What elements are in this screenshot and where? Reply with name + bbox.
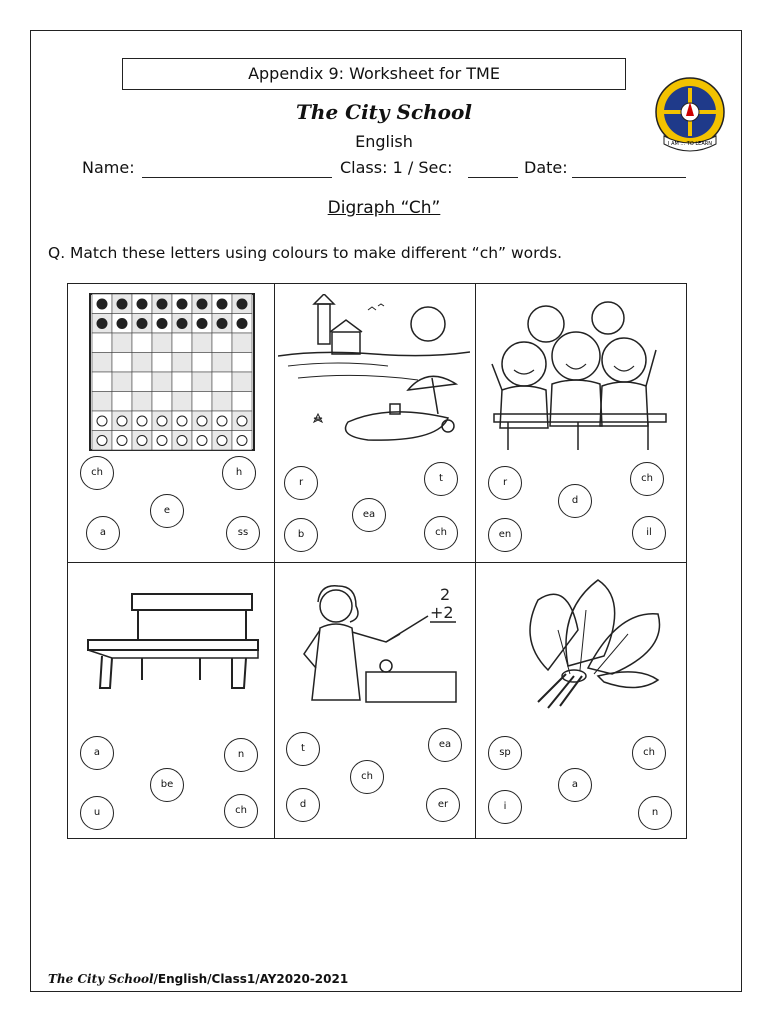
letter-bubble[interactable]: d bbox=[286, 788, 320, 822]
letter-bubble[interactable]: a bbox=[80, 736, 114, 770]
letter-bubble[interactable]: il bbox=[632, 516, 666, 550]
school-name: The City School bbox=[296, 100, 472, 124]
grid-divider bbox=[68, 562, 686, 563]
subject-title: English bbox=[355, 132, 413, 151]
letter-bubble[interactable]: h bbox=[222, 456, 256, 490]
letter-bubble[interactable]: e bbox=[150, 494, 184, 528]
logo-motto: I AM ... TO LEARN bbox=[668, 141, 712, 147]
letter-bubble[interactable]: ch bbox=[350, 760, 384, 794]
letter-bubble[interactable]: t bbox=[424, 462, 458, 496]
chess-board-image bbox=[88, 292, 256, 452]
letter-bubble[interactable]: d bbox=[558, 484, 592, 518]
letter-bubble[interactable]: ch bbox=[632, 736, 666, 770]
letter-bubble[interactable]: be bbox=[150, 768, 184, 802]
letter-bubble[interactable]: u bbox=[80, 796, 114, 830]
letter-bubble[interactable]: t bbox=[286, 732, 320, 766]
svg-text:2: 2 bbox=[440, 585, 451, 604]
beach-image bbox=[278, 294, 470, 446]
letter-bubble[interactable]: a bbox=[558, 768, 592, 802]
teacher-image bbox=[290, 580, 462, 710]
footer-school: The City School bbox=[48, 972, 154, 986]
letter-bubble[interactable]: ss bbox=[226, 516, 260, 550]
letter-bubble[interactable]: a bbox=[86, 516, 120, 550]
topic-heading: Digraph “Ch” bbox=[327, 198, 441, 218]
letter-bubble[interactable]: ch bbox=[80, 456, 114, 490]
letter-bubble[interactable]: sp bbox=[488, 736, 522, 770]
letter-bubble[interactable]: i bbox=[488, 790, 522, 824]
letter-bubble[interactable]: n bbox=[638, 796, 672, 830]
letter-bubble[interactable]: n bbox=[224, 738, 258, 772]
letter-bubble[interactable]: ea bbox=[428, 728, 462, 762]
children-image bbox=[488, 294, 672, 454]
letter-bubble[interactable]: r bbox=[488, 466, 522, 500]
section-line[interactable] bbox=[468, 177, 518, 178]
footer bbox=[48, 972, 348, 986]
name-line[interactable] bbox=[142, 177, 332, 178]
letter-bubble[interactable]: en bbox=[488, 518, 522, 552]
letter-bubble[interactable]: ch bbox=[224, 794, 258, 828]
grid-divider bbox=[274, 284, 275, 838]
question-text: Q. Match these letters using colours to make different “ch” words. bbox=[48, 244, 563, 262]
date-label: Date: bbox=[524, 158, 568, 177]
grid-divider bbox=[475, 284, 476, 838]
letter-bubble[interactable]: er bbox=[426, 788, 460, 822]
word-grid bbox=[67, 283, 687, 839]
letter-bubble[interactable]: ea bbox=[352, 498, 386, 532]
letter-bubble[interactable]: r bbox=[284, 466, 318, 500]
letter-bubble[interactable]: ch bbox=[630, 462, 664, 496]
bench-image bbox=[82, 584, 262, 694]
class-label: Class: 1 / Sec: bbox=[340, 158, 453, 177]
spinach-image bbox=[508, 570, 676, 710]
name-label: Name: bbox=[82, 158, 135, 177]
appendix-title: Appendix 9: Worksheet for TME bbox=[122, 58, 626, 90]
footer-path: /English/Class1/AY2020-2021 bbox=[153, 972, 349, 986]
letter-bubble[interactable]: ch bbox=[424, 516, 458, 550]
letter-bubble[interactable]: b bbox=[284, 518, 318, 552]
svg-text:+2: +2 bbox=[430, 603, 454, 622]
date-line[interactable] bbox=[572, 177, 686, 178]
